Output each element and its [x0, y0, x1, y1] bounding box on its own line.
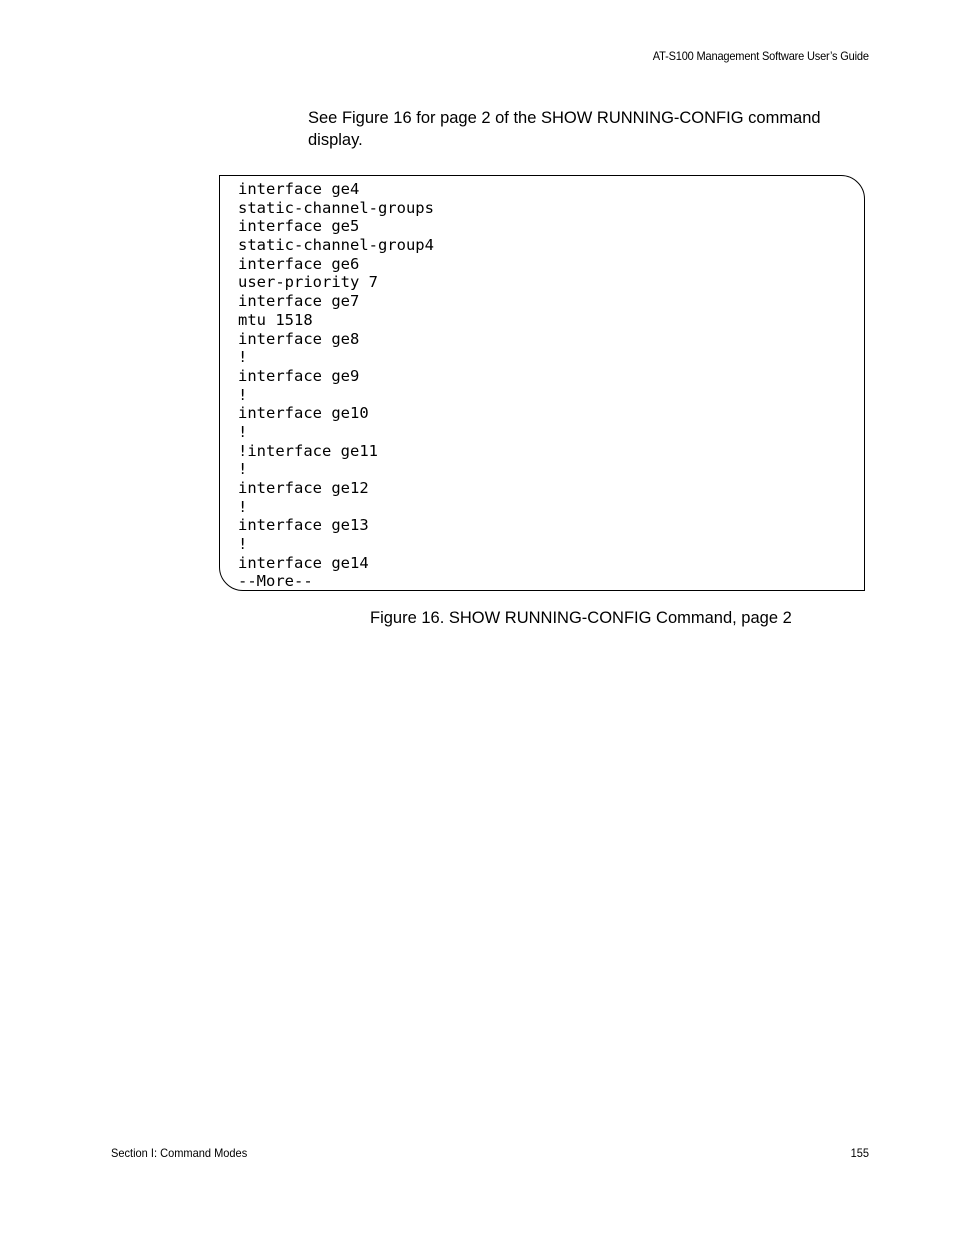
terminal-line: --More--	[238, 572, 313, 591]
figure-caption: Figure 16. SHOW RUNNING-CONFIG Command, page 2	[370, 609, 792, 627]
running-header: AT-S100 Management Software User’s Guide	[652, 49, 869, 63]
terminal-line: interface ge9	[238, 366, 360, 385]
terminal-output-box	[219, 175, 865, 591]
terminal-line: interface ge7	[238, 292, 360, 311]
terminal-line: !	[238, 348, 248, 367]
terminal-line: !	[238, 497, 248, 516]
terminal-line: mtu 1518	[238, 310, 313, 329]
terminal-line: interface ge6	[238, 254, 360, 273]
footer-page-number: 155	[850, 1146, 869, 1160]
terminal-line: user-priority 7	[238, 273, 378, 292]
terminal-line: interface ge13	[238, 516, 369, 535]
terminal-line: interface ge8	[238, 329, 360, 348]
terminal-line: !interface ge11	[238, 441, 378, 460]
terminal-line: interface ge5	[238, 217, 360, 236]
terminal-line: !	[238, 422, 248, 441]
terminal-line: interface ge14	[238, 553, 369, 572]
terminal-line: static-channel-group4	[238, 236, 434, 255]
terminal-line: interface ge12	[238, 479, 369, 497]
terminal-line: interface ge4	[238, 180, 360, 198]
terminal-line: static-channel-groups	[238, 198, 434, 217]
terminal-line: !	[238, 385, 248, 404]
terminal-line: !	[238, 535, 248, 554]
terminal-line: !	[238, 460, 248, 479]
footer-section: Section I: Command Modes	[111, 1146, 248, 1160]
terminal-line: interface ge10	[238, 404, 369, 423]
intro-paragraph: See Figure 16 for page 2 of the SHOW RUNNING-CONFIG command display.	[308, 109, 821, 149]
